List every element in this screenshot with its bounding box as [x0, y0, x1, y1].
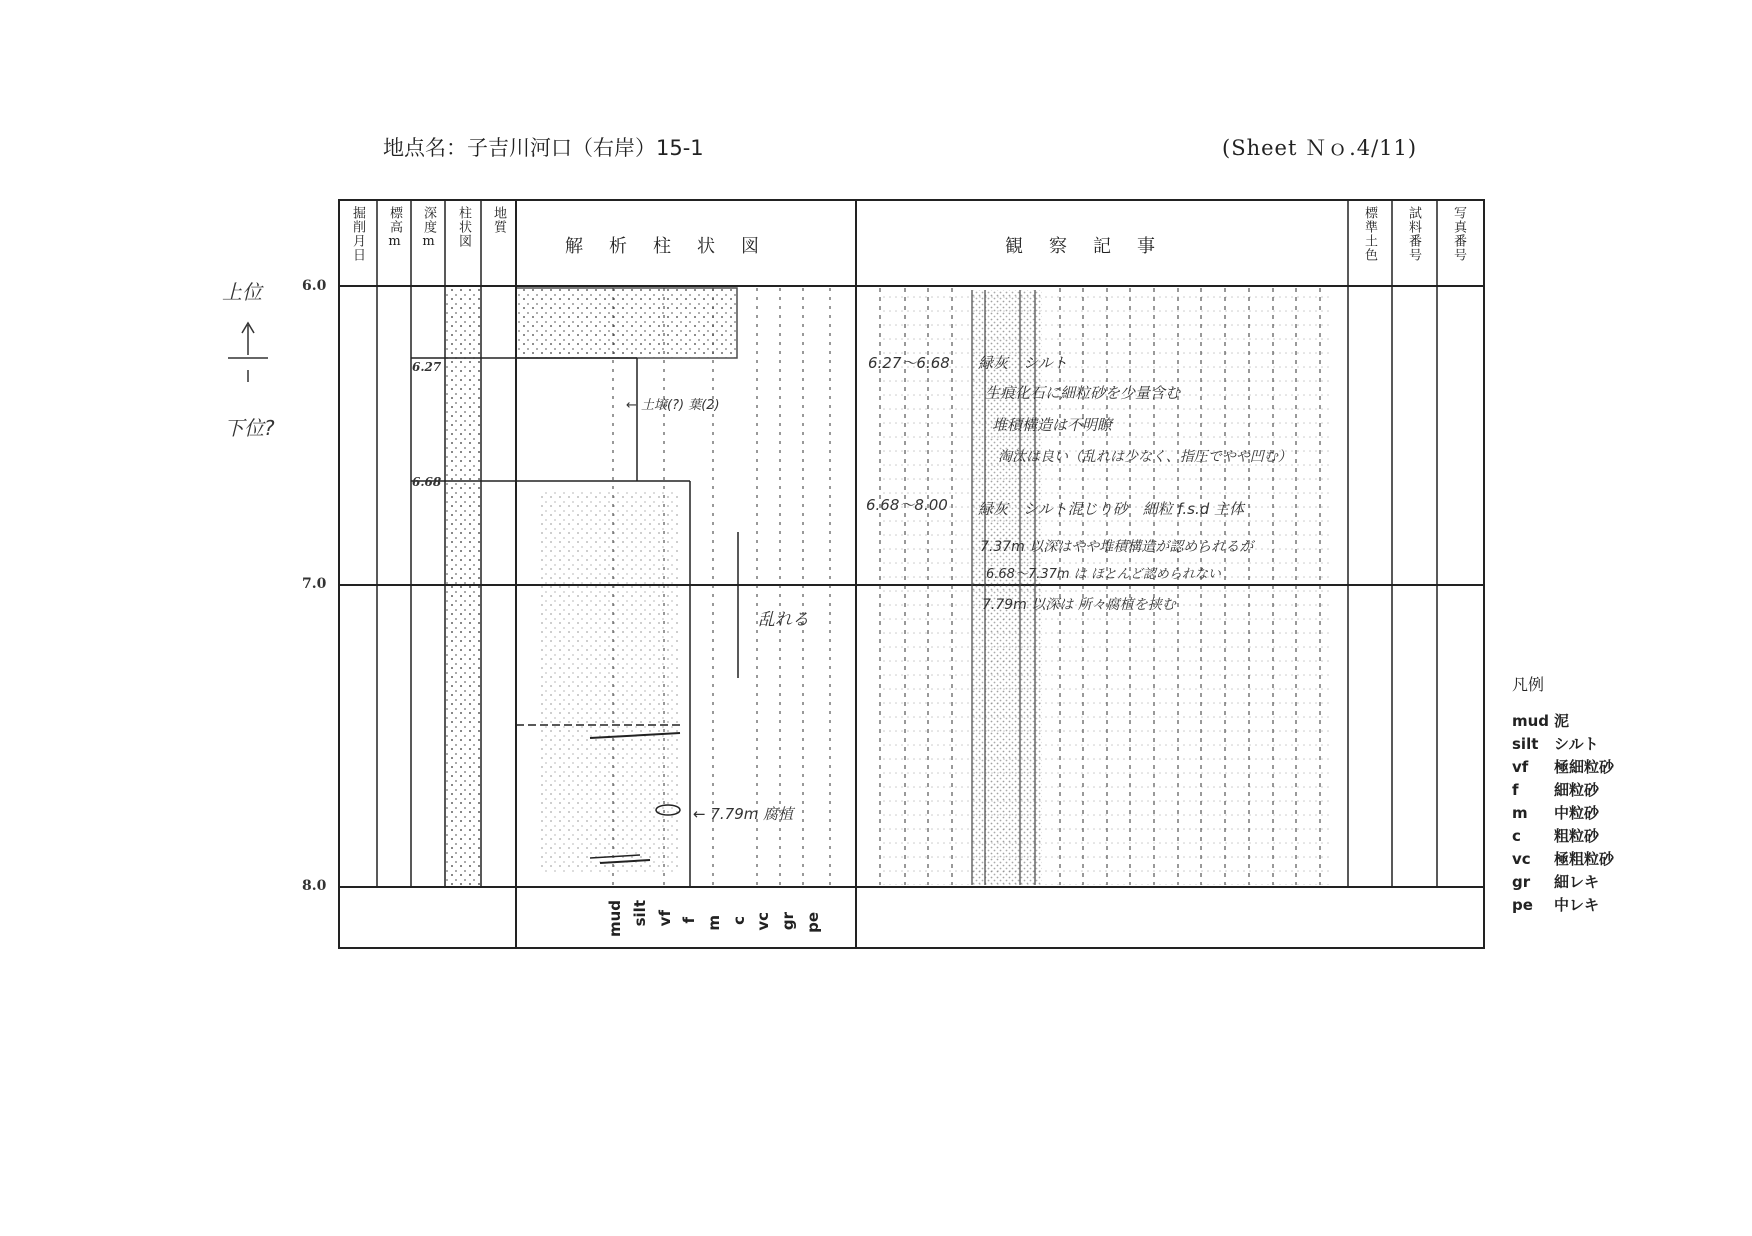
margin-note-up: 上位	[222, 280, 262, 304]
grain-mud: mud	[606, 900, 624, 938]
analysis-note-2: 乱れる	[758, 610, 809, 630]
legend-item-vc: vc 極粗粒砂	[1512, 850, 1615, 868]
legend-item-c: c 粗粒砂	[1512, 827, 1600, 845]
header-elevation: 標高m	[387, 206, 402, 250]
obs-r1-line2: 生痕化石に細粒砂を少量含む	[985, 384, 1181, 402]
depth-6-0: 6.0	[302, 278, 327, 294]
legend-item-pe: pe 中レキ	[1512, 896, 1600, 914]
grain-silt: silt	[631, 900, 649, 927]
margin-note-down: 下位?	[224, 416, 275, 440]
obs-r2-line2: 7.37m 以深はやや堆積構造が認められるが	[980, 539, 1254, 555]
header-geology: 地質	[491, 206, 506, 234]
header-date: 掘削月日	[350, 206, 365, 262]
depth-6-68: 6.68	[412, 475, 442, 489]
header-column: 柱状図	[456, 206, 471, 248]
grain-gr: gr	[779, 912, 797, 931]
header-photo-no: 写真番号	[1451, 206, 1466, 262]
header-analysis: 解 析 柱 状 図	[565, 236, 763, 257]
depth-6-27: 6.27	[412, 360, 442, 374]
header-sample-no: 試料番号	[1406, 206, 1421, 262]
legend-item-gr: gr 細レキ	[1512, 873, 1600, 891]
obs-r2-line3: 6.68～7.37m は ほとんど認められない	[986, 567, 1221, 582]
analysis-note-3: ← 7.79m 腐植	[693, 805, 794, 823]
legend-item-f: f 細粒砂	[1512, 781, 1600, 799]
grain-m: m	[705, 915, 723, 931]
obs-r2-line1: 緑灰 シルト混じり砂 細粒 f.s.d 主体	[978, 500, 1245, 518]
grain-f: f	[680, 917, 698, 924]
legend-title: 凡例	[1512, 675, 1545, 694]
header-depth: 深度m	[421, 206, 436, 250]
obs-r2-label: 6.68～8.00	[866, 496, 948, 514]
legend-item-silt: silt シルト	[1512, 735, 1599, 753]
obs-r1-line4: 淘汰は良い（乱れは少なく、指圧でやや凹む）	[998, 449, 1292, 465]
legend-item-vf: vf 極細粒砂	[1512, 758, 1615, 776]
grain-vf: vf	[656, 910, 674, 927]
header-soil-color: 標準土色	[1362, 206, 1377, 262]
analysis-note-1: ← 土壌(?) 葉(2)	[626, 398, 720, 413]
obs-r1-label: 6.27～6.68	[868, 354, 950, 372]
site-title: 地点名：子吉川河口（右岸）15-1	[383, 136, 704, 160]
depth-7-0: 7.0	[302, 576, 327, 592]
grain-vc: vc	[754, 912, 772, 931]
obs-r2-line4: 7.79m 以深は 所々腐植を挟む	[982, 597, 1176, 613]
depth-8-0: 8.0	[302, 878, 327, 894]
sheet-number: (Sheet Ｎｏ.4/11)	[1222, 136, 1418, 160]
header-observation: 観 察 記 事	[1005, 236, 1159, 257]
grain-c: c	[730, 916, 748, 925]
legend-item-mud: mud 泥	[1512, 712, 1570, 730]
obs-r1-line1: 緑灰 シルト	[978, 354, 1068, 372]
grain-pe: pe	[804, 912, 822, 933]
legend-item-m: m 中粒砂	[1512, 804, 1600, 822]
obs-r1-line3: 堆積構造は不明瞭	[992, 416, 1113, 434]
